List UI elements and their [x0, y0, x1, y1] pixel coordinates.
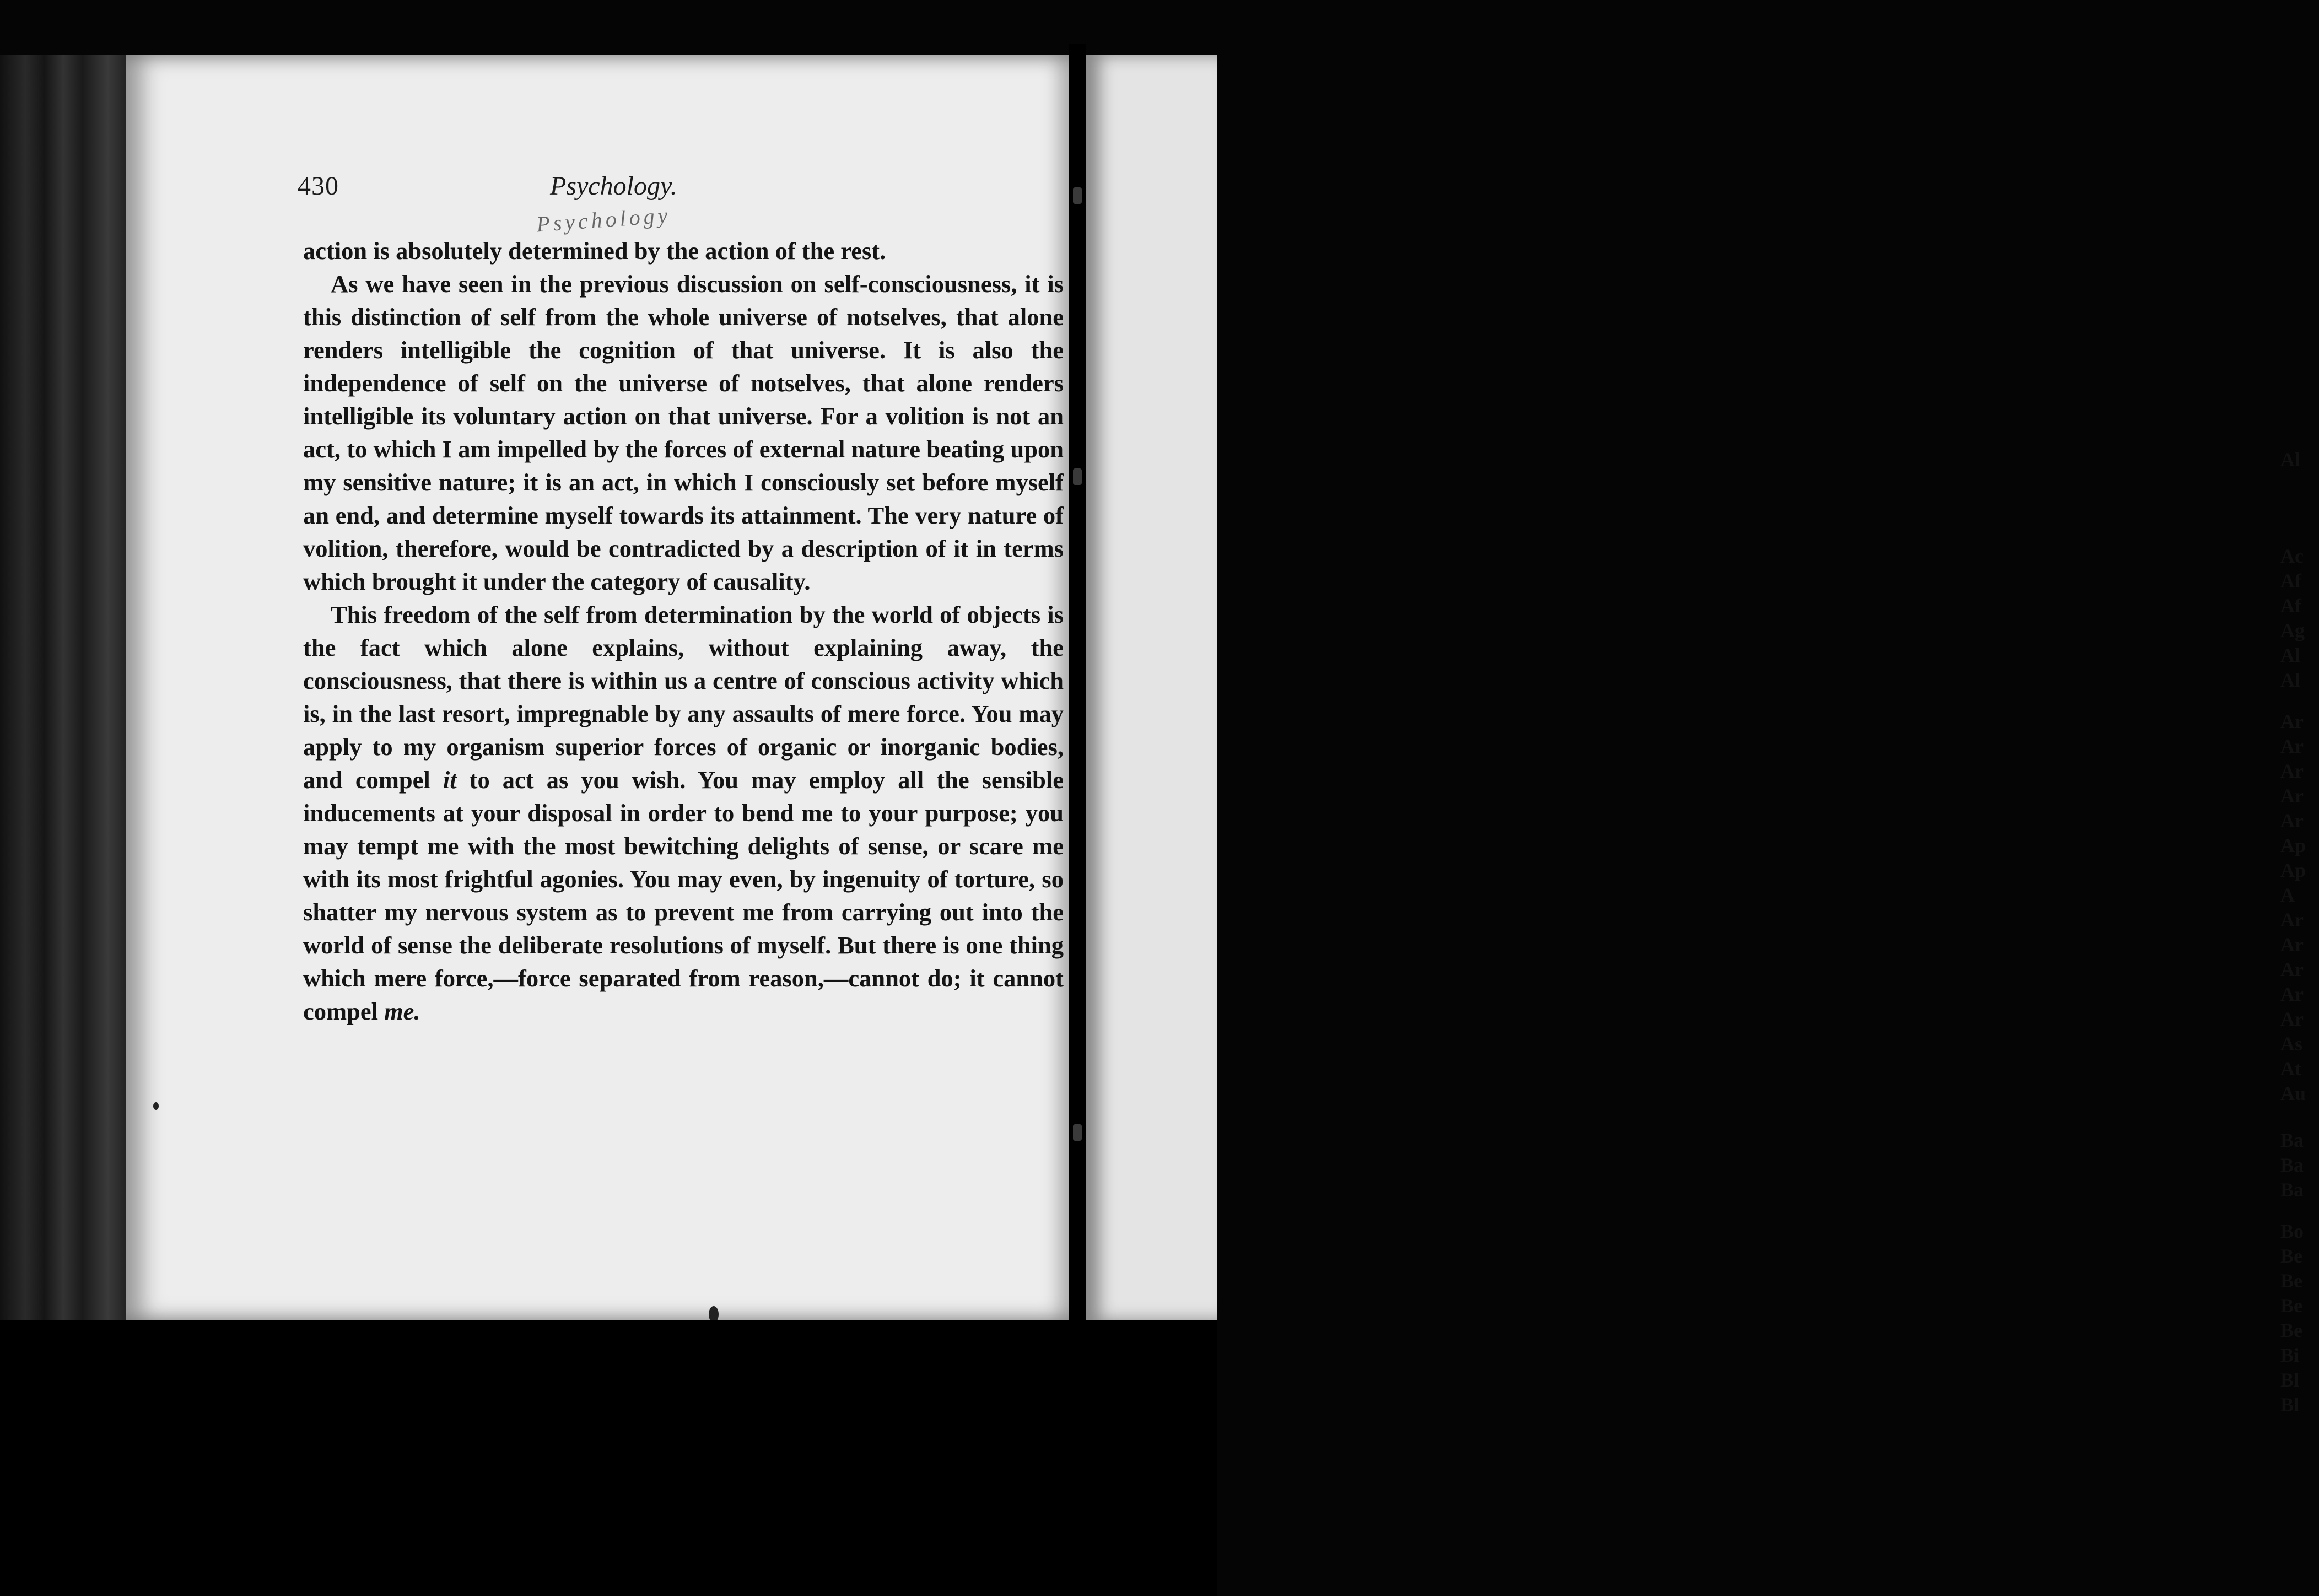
- index-entry: Ac: [2280, 545, 2304, 567]
- handwritten-annotation: Psychology: [535, 202, 672, 237]
- index-entry: Ag: [2280, 619, 2305, 641]
- ink-speck: [153, 1102, 159, 1110]
- index-entry: Ap: [2280, 859, 2306, 881]
- index-entry: Bl: [2280, 1394, 2300, 1416]
- scan-border: [0, 1320, 1217, 1596]
- emphasis-it: it: [443, 766, 457, 794]
- index-entry: Al: [2280, 669, 2300, 691]
- index-entry: Ar: [2280, 710, 2304, 732]
- index-entry: Be: [2280, 1295, 2302, 1317]
- index-entry: Al: [2280, 644, 2300, 666]
- paragraph-3-text-b: to act as you wish. You may employ all the sensible inducements at your disposal in order to bend me to your purpose; you may tempt me with the most bewitching delights of sense, or scare me with its most frightful agonies. You may even, by ingenuity of torture, so shatter my nervous system as to prevent me from carrying out into the world of sense the deliberate resolutions of myself. But there is one thing which mere force,—force separated from reason,—cannot do; it cannot compel: [303, 766, 1064, 1025]
- facing-page: [1086, 55, 2306, 1416]
- index-entry: Ar: [2280, 785, 2304, 807]
- binding-mark: [1073, 468, 1082, 485]
- index-entry: Bl: [2280, 1369, 2300, 1391]
- index-entry: Be: [2280, 1270, 2302, 1292]
- paragraph-3-text-a: This freedom of the self from determination by the world of objects is the fact which alone explains, without explaining away, the consciousness, that there is within us a centre of conscious activity which is, in the last resort, impregnable by any assaults of mere force. You may apply to my organism superior forces of organic or inorganic bodies, and compel: [303, 601, 1064, 794]
- index-entry: Ba: [2280, 1154, 2304, 1176]
- paragraph-3: [303, 598, 1064, 1028]
- paragraph-1: action is absolutely determined by the action of the rest.: [303, 237, 886, 265]
- index-entry: Al: [2280, 449, 2300, 471]
- index-entry: Bo: [2280, 1220, 2304, 1242]
- index-entry: Ar: [2280, 934, 2304, 956]
- book-page: [126, 55, 1069, 1320]
- index-entry: Ar: [2280, 810, 2304, 832]
- index-entry: Ar: [2280, 909, 2304, 931]
- index-entry: Ap: [2280, 834, 2306, 856]
- index-entry: Ar: [2280, 983, 2304, 1005]
- page-number: 430: [298, 171, 339, 201]
- index-entry: Ar: [2280, 958, 2304, 980]
- index-entry: Ar: [2280, 1008, 2304, 1030]
- index-entry: Au: [2280, 1082, 2306, 1104]
- body-text: [303, 234, 1064, 1028]
- paragraph-2: As we have seen in the previous discussion on self-consciousness, it is this distinction of self from the whole universe of notselves, that alone renders intelligible the cognition of that universe. It is also the independence of self on the universe of notselves, that alone renders intelligible its voluntary action on that universe. For a volition is not an act, to which I am impelled by the forces of external nature beating upon my sensitive nature; it is an act, in which I consciously set before myself an end, and determine myself towards its attainment. The very nature of volition, therefore, would be contradicted by a description of it in terms which brought it under the category of causality.: [303, 270, 1064, 595]
- index-entry: Ar: [2280, 760, 2304, 782]
- page-heading: Psychology.: [550, 171, 677, 201]
- index-entry: Ba: [2280, 1129, 2304, 1151]
- index-entry: A: [2280, 884, 2295, 906]
- index-entry: At: [2280, 1058, 2301, 1080]
- index-entry: Af: [2280, 570, 2301, 592]
- index-entry: Ba: [2280, 1179, 2304, 1201]
- index-entry: Be: [2280, 1245, 2302, 1267]
- book-page-edges: [0, 55, 127, 1320]
- index-entry: As: [2280, 1033, 2303, 1055]
- index-entry: Ar: [2280, 735, 2304, 757]
- emphasis-me: me.: [384, 997, 420, 1025]
- binding-mark: [1073, 187, 1082, 204]
- binding-mark: [1073, 1124, 1082, 1141]
- index-entry: Be: [2280, 1319, 2302, 1341]
- index-entry: Af: [2280, 595, 2301, 617]
- index-entry: Bi: [2280, 1344, 2300, 1366]
